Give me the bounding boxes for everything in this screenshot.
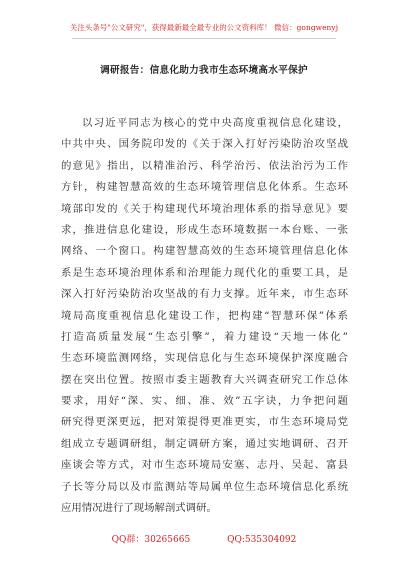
body-line: 的意见》指出，以精准治污、科学治污、依法治污为工作: [61, 159, 348, 172]
body-line: 网络、一个窗口。构建智慧高效的生态环境管理信息化体: [61, 245, 348, 258]
body-line: 打造高质量发展“生态引擎”，着力建设“天地一体化”: [61, 330, 348, 343]
header-divider: [72, 38, 336, 39]
qq-number-label: QQ:535304092: [227, 535, 297, 545]
body-line: 生态环境监测网络，实现信息化与生态环境保护深度融合: [61, 352, 348, 365]
top-banner: 关注头条号"公文研究"，获得最新最全最专业的公文资料库！ 微信：gongwenyj: [69, 23, 339, 32]
qq-group-label: QQ群：30265665: [111, 535, 191, 545]
body-line: 要求，用好“深、实、细、准、效”五字诀，力争把问题: [61, 395, 348, 408]
body-line: 应用情况进行了现场解剖式调研。: [61, 502, 217, 515]
body-line: 深入打好污染防治攻坚战的有力支撑。近年来，市生态环: [61, 288, 348, 301]
body-line: 中共中央、国务院印发的《关于深入打好污染防治攻坚战: [61, 138, 348, 151]
body-line: 以习近平同志为核心的党中央高度重视信息化建设，: [82, 117, 348, 129]
document-title: 调研报告：信息化助力我市生态环境高水平保护: [100, 65, 308, 76]
body-line: 子长等分局以及市监测站等局属单位生态环境信息化系统: [61, 480, 348, 493]
body-line: 研究得更深更远，把对策提得更准更实，市生态环境局党: [61, 416, 348, 429]
body-line: 境局高度重视信息化建设工作，把构建“智慧环保”体系: [61, 309, 348, 322]
body-line: 境部印发的《关于构建现代环境治理体系的指导意见》要: [61, 202, 348, 215]
body-line: 系是生态环境治理体系和治理能力现代化的重要工具，是: [61, 266, 348, 279]
body-line: 摆在突出位置。按照市委主题教育大兴调查研究工作总体: [61, 373, 348, 386]
footer-contact: [0, 532, 408, 545]
document-body: [61, 113, 348, 519]
body-line: 座谈会等方式，对市生态环境局安塞、志丹、吴起、富县: [61, 459, 348, 472]
body-line: 求，推进信息化建设，形成生态环境数据一本台账、一张: [61, 223, 348, 236]
body-line: 方针，构建智慧高效的生态环境管理信息化体系。生态环: [61, 181, 348, 194]
body-line: 组成立专题调研组，制定调研方案，通过实地调研、召开: [61, 437, 348, 450]
